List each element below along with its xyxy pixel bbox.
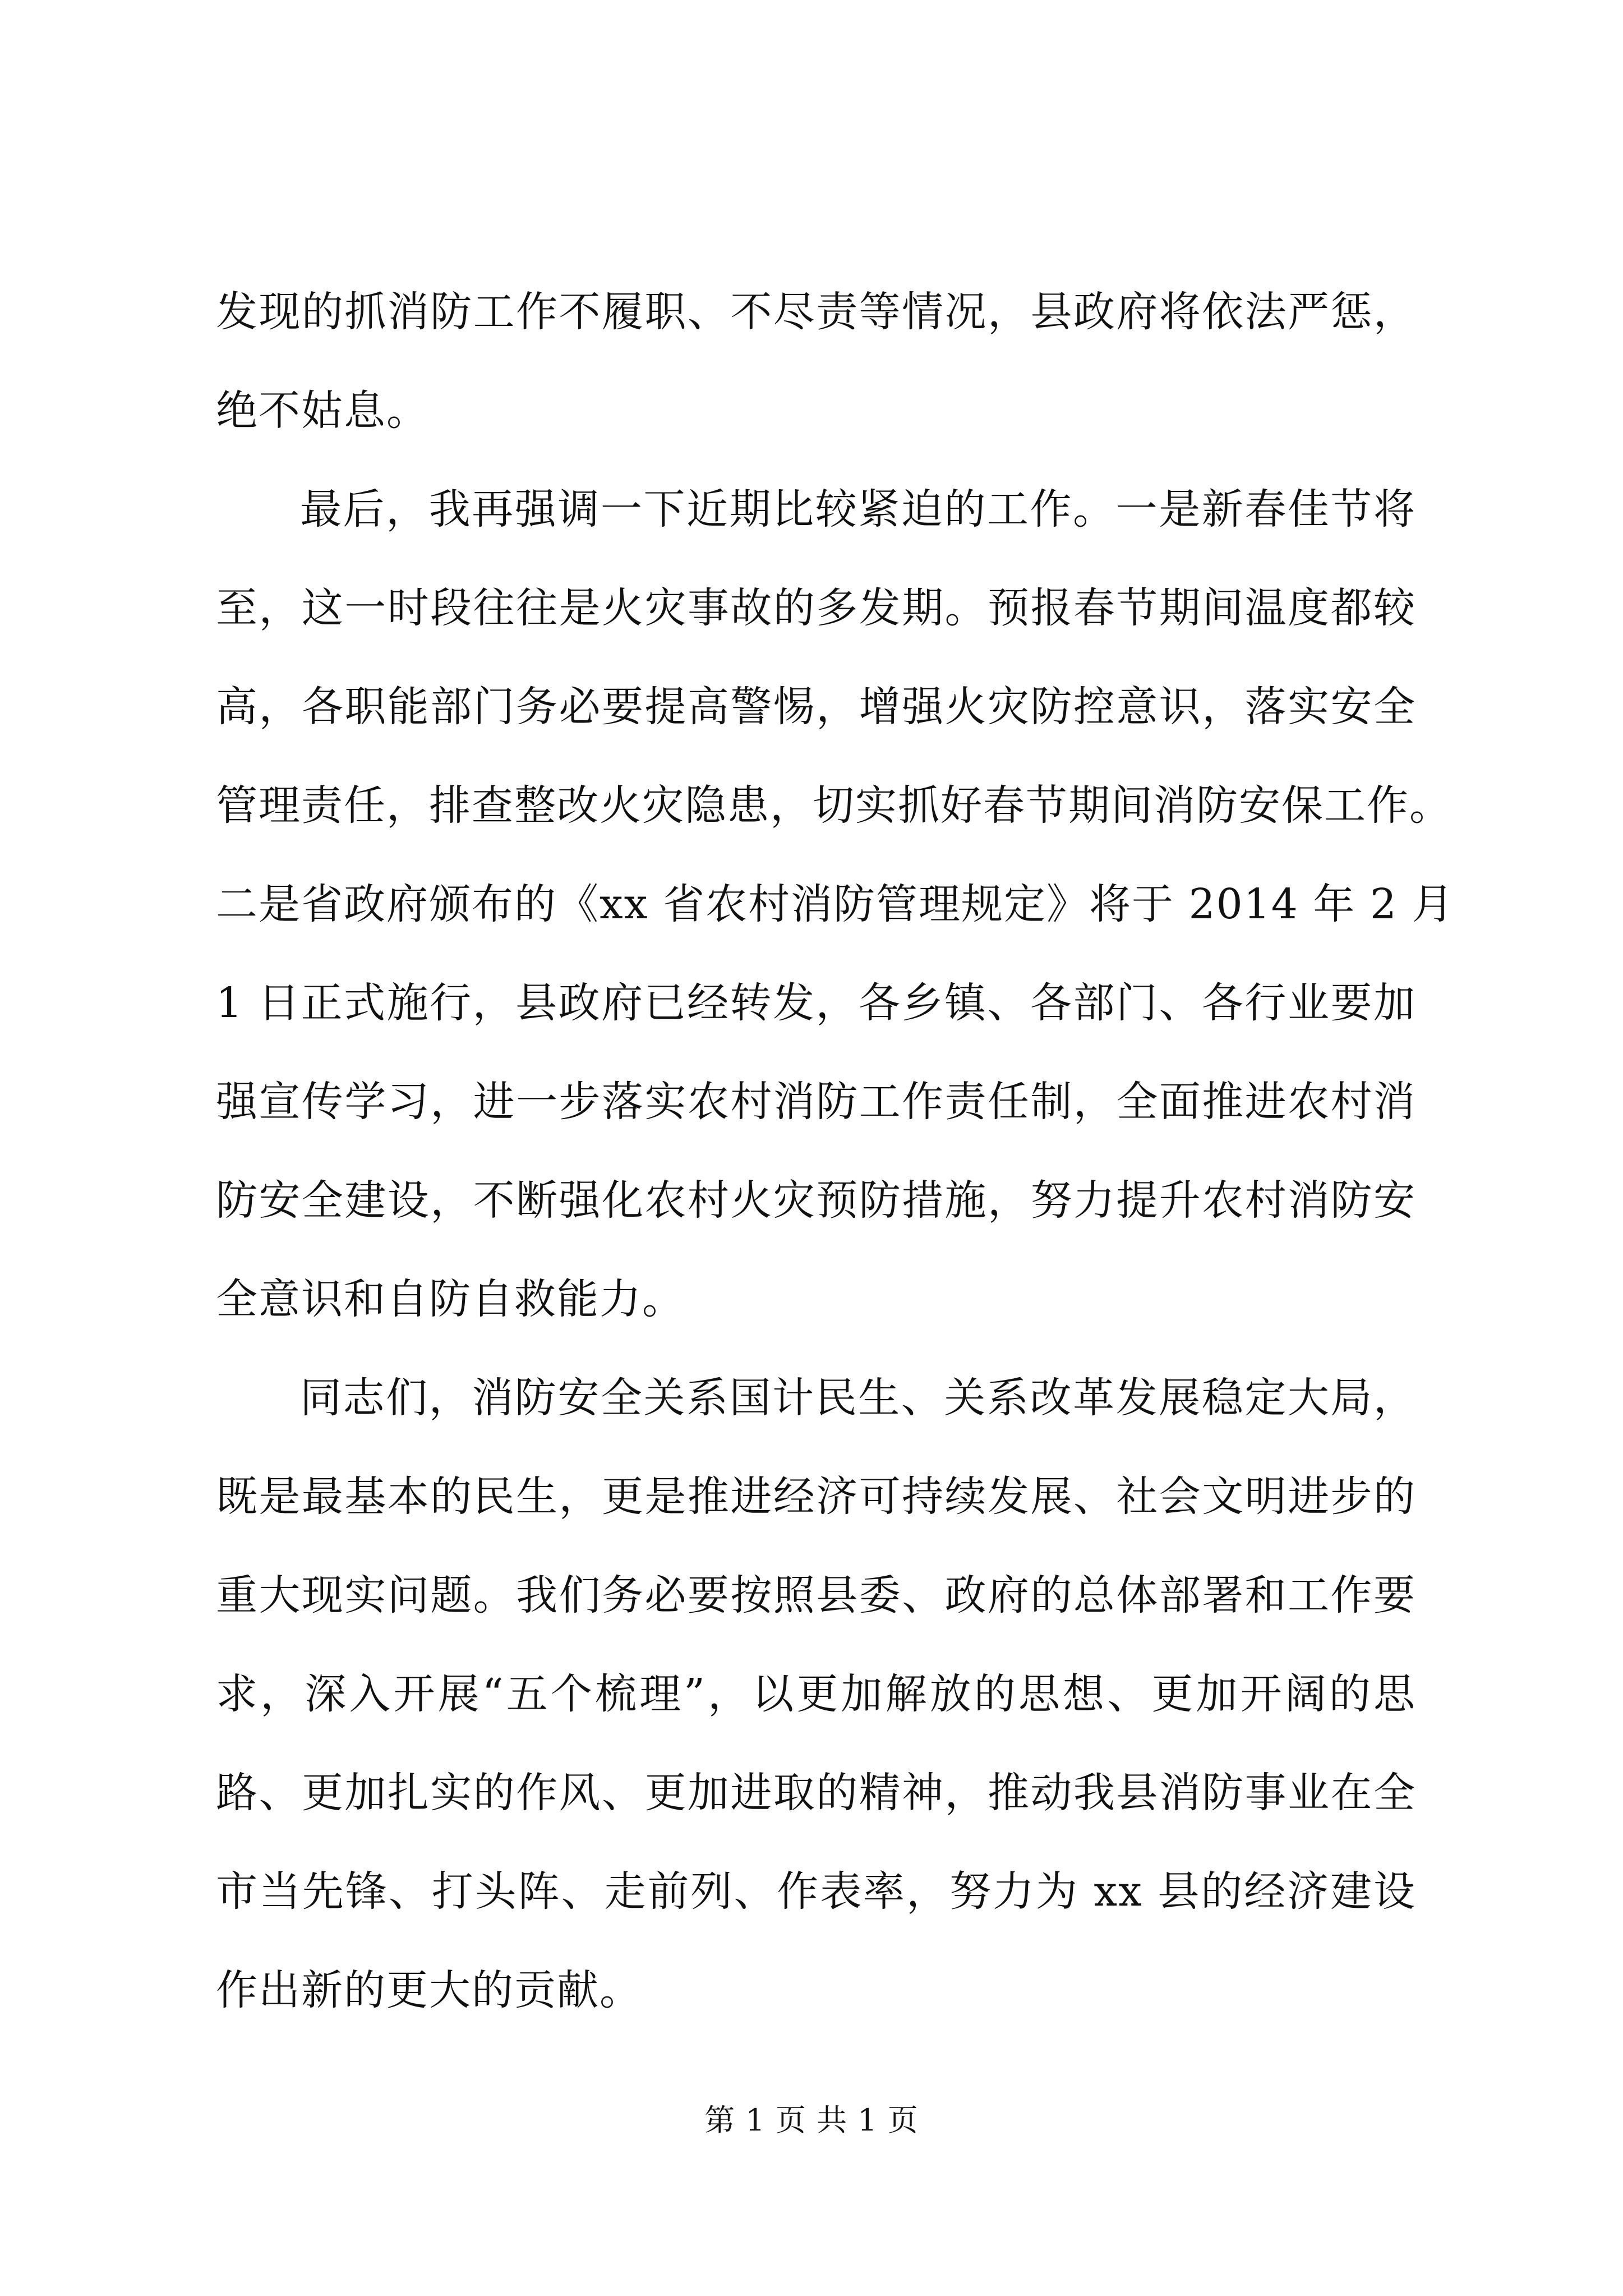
paragraph-1-line-2: 绝不姑息。	[216, 386, 429, 435]
page-number-label: 第 1 页 共 1 页	[704, 2102, 919, 2138]
paragraph-3-line-5: 路、更加扎实的作风、更加进取的精神，推动我县消防事业在全	[216, 1769, 1416, 1817]
paragraph-2-line-7: 强宣传学习，进一步落实农村消防工作责任制，全面推进农村消	[216, 1078, 1416, 1126]
page-footer	[0, 2098, 1623, 2143]
paragraph-3-line-7: 作出新的更大的贡献。	[216, 1966, 642, 2014]
paragraph-3-line-1: 同志们，消防安全关系国计民生、关系改革发展稳定大局，	[300, 1374, 1416, 1422]
paragraph-2-line-4: 管理责任，排查整改火灾隐患，切实抓好春节期间消防安保工作。	[216, 781, 1452, 830]
paragraph-2-line-3: 高，各职能部门务必要提高警惕，增强火灾防控意识，落实安全	[216, 683, 1416, 731]
paragraph-2-line-8: 防安全建设，不断强化农村火灾预防措施，努力提升农村消防安	[216, 1176, 1416, 1225]
paragraph-2-line-1: 最后，我再强调一下近期比较紧迫的工作。一是新春佳节将	[300, 485, 1416, 533]
paragraph-2-line-2: 至，这一时段往往是火灾事故的多发期。预报春节期间温度都较	[216, 584, 1416, 632]
paragraph-3-line-3: 重大现实问题。我们务必要按照县委、政府的总体部署和工作要	[216, 1571, 1416, 1619]
paragraph-3-line-4: 求，深入开展“五个梳理”，以更加解放的思想、更加开阔的思	[216, 1670, 1416, 1718]
paragraph-3-line-2: 既是最基本的民生，更是推进经济可持续发展、社会文明进步的	[216, 1473, 1416, 1521]
document-body	[216, 263, 1455, 2040]
paragraph-2-line-5: 二是省政府颁布的《xx 省农村消防管理规定》将于 2014 年 2 月	[216, 880, 1455, 928]
paragraph-2-line-9: 全意识和自防自救能力。	[216, 1275, 685, 1323]
paragraph-2-line-6: 1 日正式施行，县政府已经转发，各乡镇、各部门、各行业要加	[216, 979, 1416, 1027]
paragraph-3-line-6: 市当先锋、打头阵、走前列、作表率，努力为 xx 县的经济建设	[216, 1867, 1416, 1916]
paragraph-1-line-1: 发现的抓消防工作不履职、不尽责等情况，县政府将依法严惩，	[216, 288, 1416, 336]
